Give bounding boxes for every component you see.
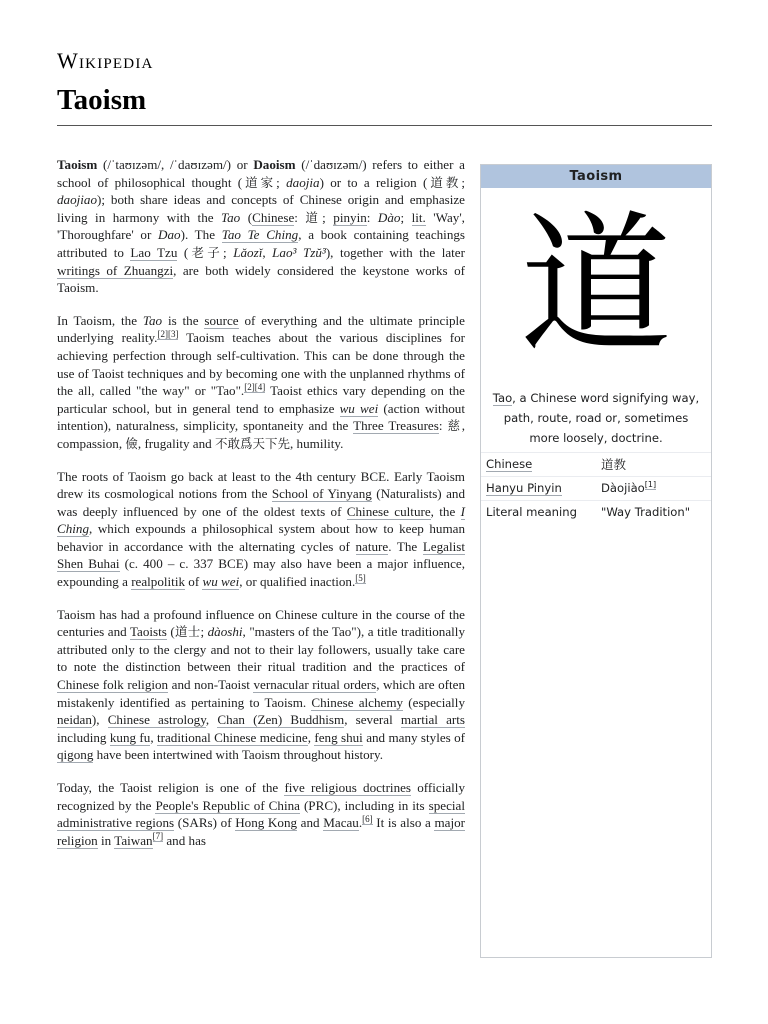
article-body (57, 156, 465, 864)
link-chinese[interactable]: Chinese (252, 209, 295, 225)
link-chan-buddhism[interactable]: Chan (Zen) Buddhism (217, 712, 345, 728)
link-kung-fu[interactable]: kung fu (109, 729, 151, 745)
paragraph-5: Today, the Taoist religion is one of the five religious doctrines officially recognized by the People's Republic of China (PRC), including in its special administrative regions (SARs) of Hong Kong and Macau.[6] It is also a major religion in Taiwan[7] and has (57, 780, 466, 848)
infobox-caption (481, 388, 711, 452)
link-lit[interactable]: lit. (411, 209, 426, 225)
citation-3[interactable]: [3] (167, 328, 179, 339)
link-prc[interactable]: People's Republic of China (155, 797, 300, 813)
link-macau[interactable]: Macau (323, 815, 359, 831)
link-feng-shui[interactable]: feng shui (314, 729, 363, 745)
link-legalist[interactable]: Legalist (422, 538, 465, 554)
citation-5[interactable]: [5] (355, 572, 366, 583)
infobox-key-literal: Literal meaning (486, 505, 577, 519)
page-title: Taoism (57, 84, 147, 116)
caption-text: , a Chinese word signifying way, path, route, road or, sometimes more loosely, doctrine. (503, 391, 700, 445)
infobox-row-literal (481, 500, 711, 524)
infobox-row-chinese (481, 452, 711, 476)
link-taiwan[interactable]: Taiwan (114, 832, 153, 848)
link-major-religion[interactable]: major religion (57, 815, 466, 848)
infobox-row-pinyin (481, 476, 711, 500)
infobox-value-pinyin: Dàojiào (601, 481, 645, 495)
infobox-value-chinese: 道教 (601, 457, 627, 472)
link-writings-zhuangzi[interactable]: writings of Zhuangzi (57, 262, 174, 278)
link-i-ching[interactable]: I Ching (57, 503, 466, 537)
link-wu-wei-2[interactable]: wu wei (202, 574, 240, 590)
link-shen-buhai[interactable]: Shen Buhai (57, 556, 120, 572)
link-sars[interactable]: special administrative regions (57, 797, 465, 831)
citation-4[interactable]: [4] (254, 381, 266, 392)
paragraph-1: Taoism (/ˈtaʊɪzəm/, /ˈdaʊɪzəm/) or Daoism (/ˈdaʊɪzəm/) refers to either a school of philosophical thought (道家; daojia) or to a religion (道教; daojiao); both share ideas and concepts of Chinese origin and emphasize living in harmony with the Tao (Chinese: 道; pinyin: Dào; lit. 'Way', 'Thoroughfare' or Dao). The Tao Te Ching, a book containing teachings attributed to Lao Tzu (老子; Lǎozǐ, Lao³ Tzŭ³), together with the later writings of Zhuangzi, are both widely considered the keystone works of Taoism. (57, 157, 466, 296)
title-divider (57, 125, 712, 126)
citation-6[interactable]: [6] (362, 813, 373, 824)
caption-link-tao[interactable]: Tao (492, 391, 513, 405)
link-school-yinyang[interactable]: School of Yinyang (271, 486, 372, 502)
link-wu-wei[interactable]: wu wei (339, 400, 379, 416)
tao-character-image[interactable]: 道 (520, 197, 672, 374)
paragraph-4: Taoism has had a profound influence on Chinese culture in the course of the centuries and Taoists (道士; dàoshi, "masters of the Tao"), a title traditionally attributed only to the clergy and not to their lay followers, usually take care to note the distinction between their ritual tradition and the practices of Chinese folk religion and non-Taoist vernacular ritual orders, which are often mistakenly identified as pertaining to Taoism. Chinese alchemy (especially neidan), Chinese astrology, Chan (Zen) Buddhism, several martial arts including kung fu, traditional Chinese medicine, feng shui and many styles of qigong have been intertwined with Taoism throughout history. (57, 606, 466, 763)
infobox-key-pinyin[interactable]: Hanyu Pinyin (486, 481, 562, 495)
link-neidan[interactable]: neidan (57, 712, 92, 728)
link-folk-religion[interactable]: Chinese folk religion (57, 677, 169, 693)
citation-7[interactable]: [7] (152, 831, 164, 842)
link-chinese-alchemy[interactable]: Chinese alchemy (311, 694, 404, 710)
wikipedia-wordmark[interactable]: Wikipedia (57, 48, 154, 73)
link-source[interactable]: source (204, 312, 239, 328)
link-five-doctrines[interactable]: five religious doctrines (284, 780, 412, 795)
link-realpolitik[interactable]: realpolitik (131, 574, 186, 590)
link-hong-kong[interactable]: Hong Kong (235, 815, 298, 831)
link-taoists[interactable]: Taoists (129, 624, 167, 640)
infobox (480, 164, 712, 958)
link-traditional-medicine[interactable]: traditional Chinese medicine (156, 729, 308, 745)
link-vernacular-ritual[interactable]: vernacular ritual orders (253, 677, 377, 693)
infobox-key-chinese[interactable]: Chinese (486, 457, 533, 471)
paragraph-3: The roots of Taoism go back at least to the 4th century BCE. Early Taoism drew its cosmological notions from the School of Yinyang (Naturalists) and was deeply influenced by one of the oldest texts of Chinese culture, the I Ching, which expounds a philosophical system about how to keep human behavior in accordance with the alternating cycles of nature. The Legalist Shen Buhai (c. 400 – c. 337 BCE) may also have been a major influence, expounding a realpolitik of wu wei, or qualified inaction.[5] (57, 468, 466, 590)
paragraph-2: In Taoism, the Tao is the source of everything and the ultimate principle underlying reality.[2][3] Taoism teaches about the various disciplines for achieving perfection through self-cultivation. This can be done through the use of Taoist techniques and by becoming one with the unplanned rhythms of the all, called "the way" or "Tao".[2][4] Taoist ethics vary depending on the particular school, but in general tend to emphasize wu wei (action without intention), naturalness, simplicity, spontaneity and the Three Treasures: 慈, compassion, 儉, frugality and 不敢爲天下先, humility. (57, 312, 465, 451)
link-three-treasures[interactable]: Three Treasures (353, 418, 439, 434)
infobox-value-literal: "Way Tradition" (601, 505, 691, 519)
infobox-citation-1[interactable]: [1] (644, 480, 657, 490)
link-chinese-astrology[interactable]: Chinese astrology (107, 712, 206, 728)
link-lao-tzu[interactable]: Lao Tzu (130, 244, 178, 260)
infobox-title: Taoism (481, 165, 711, 188)
link-tao-te-ching[interactable]: Tao Te Ching (221, 227, 299, 243)
citation-2b[interactable]: [2] (244, 381, 255, 392)
link-pinyin[interactable]: pinyin (333, 209, 367, 225)
link-nature[interactable]: nature (355, 538, 389, 554)
link-martial-arts[interactable]: martial arts (400, 712, 465, 728)
link-chinese-culture[interactable]: Chinese culture (346, 503, 431, 519)
citation-2[interactable]: [2] (157, 328, 168, 339)
link-qigong[interactable]: qigong (57, 747, 94, 763)
